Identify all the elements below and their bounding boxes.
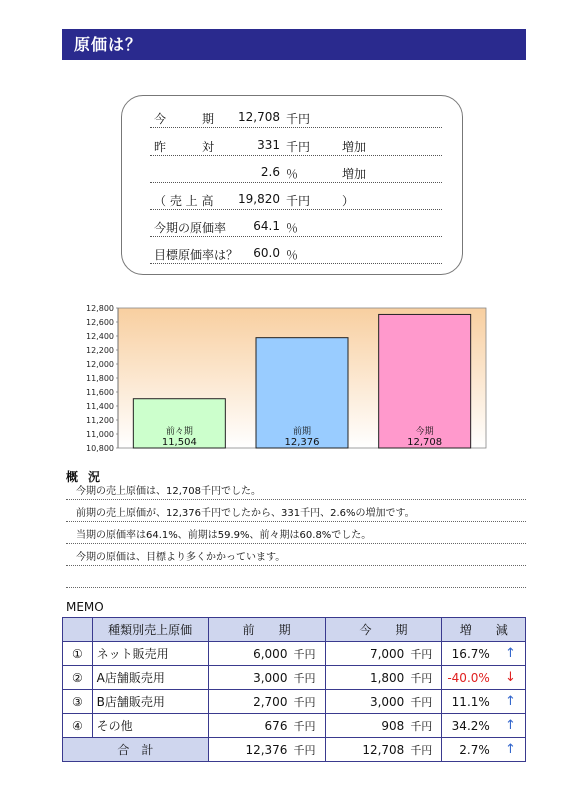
y-tick-label: 12,000 (86, 360, 114, 369)
cost-bar-chart (70, 300, 490, 458)
summary-row-yoy-percent: 2.6 ％ 増加 (150, 159, 442, 183)
row-curr: 7,000 (325, 642, 410, 666)
row-index: ④ (63, 714, 93, 738)
total-unit: 千円 (410, 738, 442, 762)
row-unit: 千円 (410, 642, 442, 666)
arrow-up-icon: ↑ (496, 714, 526, 738)
overview-line: 前期の売上原価が、12,376千円でしたから、331千円、2.6%の増加です。 (66, 500, 526, 522)
arrow-up-icon: ↑ (496, 690, 526, 714)
arrow-up-icon: ↑ (496, 738, 526, 762)
overview-line (66, 566, 526, 588)
row-prev: 3,000 (208, 666, 293, 690)
row-unit: 千円 (293, 642, 325, 666)
row-pct: 11.1% (442, 690, 496, 714)
summary-row-cost-ratio: 今期の原価率 64.1 ％ (150, 213, 442, 237)
row-prev: 6,000 (208, 642, 293, 666)
y-tick-label: 12,200 (86, 346, 114, 355)
y-tick-label: 11,200 (86, 416, 114, 425)
bar-category-label: 今期 (415, 427, 434, 437)
summary-box (121, 95, 463, 275)
memo-heading: MEMO (66, 600, 104, 614)
summary-row-sales: （ 売 上 高 19,820 千円 ） (150, 186, 442, 210)
row-name: ネット販売用 (92, 642, 208, 666)
table-row (63, 714, 526, 738)
row-pct: 16.7% (442, 642, 496, 666)
y-tick-label: 12,600 (86, 318, 114, 327)
row-curr: 1,800 (325, 666, 410, 690)
y-tick-label: 12,800 (86, 304, 114, 313)
bar-category-label: 前々期 (165, 427, 193, 437)
row-unit: 千円 (410, 666, 442, 690)
arrow-down-icon: ↓ (496, 666, 526, 690)
row-pct: -40.0% (442, 666, 496, 690)
summary-row-current: 今 期 12,708 千円 (150, 104, 442, 128)
header-index (63, 618, 93, 642)
row-unit: 千円 (293, 666, 325, 690)
row-unit: 千円 (293, 714, 325, 738)
row-unit: 千円 (410, 690, 442, 714)
row-index: ① (63, 642, 93, 666)
row-name: A店舗販売用 (92, 666, 208, 690)
arrow-up-icon: ↑ (496, 642, 526, 666)
row-pct: 34.2% (442, 714, 496, 738)
y-tick-label: 11,800 (86, 374, 114, 383)
header-prev: 前 期 (208, 618, 325, 642)
row-unit: 千円 (410, 714, 442, 738)
bar-value-label: 12,376 (284, 437, 320, 448)
row-name: B店舗販売用 (92, 690, 208, 714)
row-prev: 676 (208, 714, 293, 738)
bar-value-label: 11,504 (161, 437, 197, 448)
overview-line: 今期の原価は、目標より多くかかっています。 (66, 544, 526, 566)
cost-breakdown-table (62, 617, 526, 762)
overview-heading: 概況 (66, 470, 111, 484)
y-tick-label: 11,600 (86, 388, 114, 397)
row-curr: 3,000 (325, 690, 410, 714)
total-label: 合 計 (63, 738, 209, 762)
total-pct: 2.7% (442, 738, 496, 762)
overview-line: 今期の売上原価は、12,708千円でした。 (66, 478, 526, 500)
row-index: ③ (63, 690, 93, 714)
row-index: ② (63, 666, 93, 690)
y-tick-label: 12,400 (86, 332, 114, 341)
total-curr: 12,708 (325, 738, 410, 762)
header-change: 増 減 (442, 618, 526, 642)
table-row (63, 690, 526, 714)
table-row (63, 642, 526, 666)
total-prev: 12,376 (208, 738, 293, 762)
total-unit: 千円 (293, 738, 325, 762)
table-row (63, 666, 526, 690)
row-curr: 908 (325, 714, 410, 738)
row-unit: 千円 (293, 690, 325, 714)
bar-value-label: 12,708 (407, 437, 443, 448)
y-tick-label: 11,000 (86, 430, 114, 439)
row-prev: 2,700 (208, 690, 293, 714)
table-header-row (63, 618, 526, 642)
header-curr: 今 期 (325, 618, 442, 642)
bar-category-label: 前期 (292, 427, 312, 437)
page-title: 原価は？ (62, 29, 526, 60)
header-category: 種類別売上原価 (92, 618, 208, 642)
summary-row-yoy-amount: 昨 対 331 千円 増加 (150, 132, 442, 156)
table-total-row (63, 738, 526, 762)
overview-line: 当期の原価率は64.1%、前期は59.9%、前々期は60.8%でした。 (66, 522, 526, 544)
y-tick-label: 10,800 (86, 444, 114, 453)
y-tick-label: 11,400 (86, 402, 114, 411)
summary-row-target-ratio: 目標原価率は？ 60.0 ％ (150, 240, 442, 264)
row-name: その他 (92, 714, 208, 738)
